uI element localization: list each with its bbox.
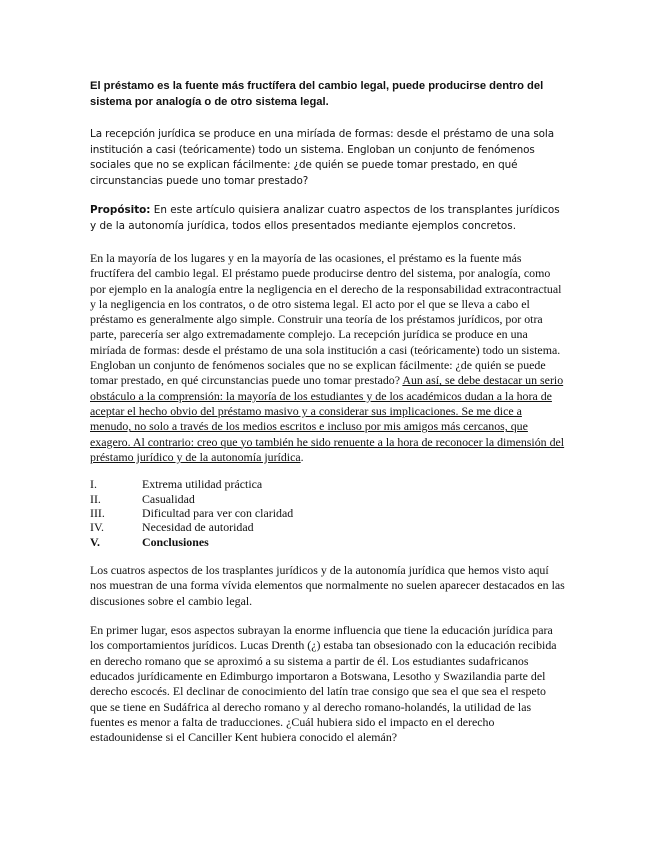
list-item <box>90 492 565 506</box>
document-heading: El préstamo es la fuente más fructífera del cambio legal, puede producirse dentro del sistema por analogía o de otro sistema legal. <box>90 80 544 108</box>
list-item-text: Conclusiones <box>142 534 209 549</box>
main-paragraph-end: . <box>300 449 304 464</box>
list-item-number: III. <box>90 505 105 520</box>
purpose-paragraph <box>90 202 565 234</box>
conclusion-paragraph: Los cuatros aspectos de los trasplantes jurídicos y de la autonomía jurídica que hemos visto aquí nos muestran de una forma vívida elementos que normalmente no suelen aparecer destacados en las discusiones sobre el cambio legal. <box>90 563 565 608</box>
list-item <box>90 535 565 549</box>
aspects-list <box>90 477 565 549</box>
list-item-number: I. <box>90 477 97 492</box>
purpose-label: Propósito: <box>90 204 151 216</box>
purpose-text: En este artículo quisiera analizar cuatro aspectos de los transplantes jurídicos y de la autonomía jurídica, todos ellos presentados mediante ejemplos concretos. <box>90 204 560 232</box>
list-item-text: Extrema utilidad práctica <box>142 477 263 492</box>
list-item-number: V. <box>90 534 101 549</box>
main-paragraph-text: En la mayoría de los lugares y en la mayoría de las ocasiones, el préstamo es la fuente más fructífera del cambio legal. El préstamo puede producirse dentro del sistema, por analogía, como por ejemplo en la analogía entre la negligencia en el derecho de la responsabilidad extracontractual y la negligencia en los contratos, o de otro sistema legal. El acto por el que se lleva a cabo el préstamo es generalmente algo simple. Construir una teoría de los préstamos jurídicos, por otra parte, parecería ser algo extremadamente complejo. La recepción jurídica se produce en una miríada de formas: desde el préstamo de una sola institución a casi (teóricamente) todo un sistema. Engloban un conjunto de fenómenos sociales que no se explican fácilmente: ¿de quién se puede tomar prestado, en qué circunstancias puede uno tomar prestado? <box>90 251 562 388</box>
list-item-text: Dificultad para ver con claridad <box>142 505 294 520</box>
list-item <box>90 506 565 520</box>
list-item <box>90 520 565 534</box>
final-paragraph: En primer lugar, esos aspectos subrayan la enorme influencia que tiene la educación jurídica para los comportamientos jurídicos. Lucas Drenth (¿) estaba tan obsesionado con la educación recibida en derecho romano que se aproximó a su sistema a partir de él. Los estudiantes sudafricanos educados jurídicamente en Edimburgo importaron a Botswana, Lesotho y Swazilandia parte del derecho escocés. El declinar de conocimiento del latín trae consigo que sea el que sea el respeto que se tiene en Sudáfrica al derecho romano y al derecho romano-holandés, la utilidad de las fuentes es menor a falta de traducciones. ¿Cuál hubiera sido el impacto en el derecho estadounidense si el Canciller Kent hubiera conocido el alemán? <box>90 623 557 745</box>
intro-paragraph: La recepción jurídica se produce en una miríada de formas: desde el préstamo de una sola institución a casi (teóricamente) todo un sistema. Engloban un conjunto de fenómenos sociales que no se explican fácilmente: ¿de quién se puede tomar prestado, en qué circunstancias puede uno tomar prestado? <box>90 128 554 187</box>
list-item-number: IV. <box>90 520 104 535</box>
document-page <box>90 78 565 759</box>
list-item-text: Necesidad de autoridad <box>142 520 254 535</box>
list-item-number: II. <box>90 491 101 506</box>
underlined-passage: Aun así, se debe destacar un serio obstáculo a la comprensión: la mayoría de los estudiantes y de los académicos dudan a la hora de aceptar el hecho obvio del préstamo masivo y a considerar sus implicaciones. Se me dice a menudo, no solo a través de los medios escritos e incluso por mis amigos más cercanos, que exagero. Al contrario: creo que yo también he sido renuente a la hora de reconocer la dimensión del préstamo jurídico y de la autonomía jurídica <box>90 373 565 464</box>
main-paragraph <box>90 251 565 465</box>
list-item <box>90 477 565 491</box>
list-item-text: Casualidad <box>142 491 195 506</box>
